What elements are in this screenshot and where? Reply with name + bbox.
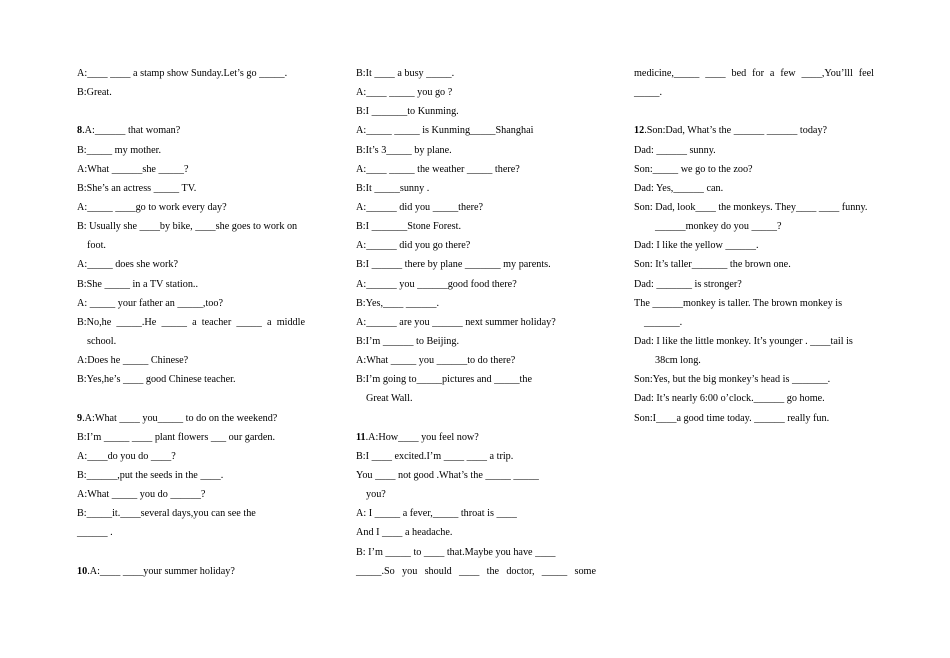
line-text: _____.So you should ____ the doctor, _____ some <box>356 565 596 577</box>
dialogue-line <box>356 504 596 523</box>
line-text: Son:Yes, but the big monkey’s head is _______. <box>634 374 831 386</box>
blank-spacer <box>77 389 305 408</box>
question-number: 12 <box>634 125 645 137</box>
line-text: The ______monkey is taller. The brown monkey is <box>634 297 843 309</box>
dialogue-line <box>356 255 596 274</box>
question-number: 8 <box>77 125 83 137</box>
line-text: B:I ____ excited.I’m ____ ____ a trip. <box>356 450 514 462</box>
line-text: Dad: It’s nearly 6:00 o’clock.______ go home. <box>634 393 825 405</box>
line-text: B:Yes,____ ______. <box>356 297 440 309</box>
dialogue-line <box>356 332 596 351</box>
dialogue-line <box>77 370 305 389</box>
question-heading <box>77 562 305 581</box>
line-text: B:I’m going to_____pictures and _____the <box>356 374 532 386</box>
line-text: A:______ you ______good food there? <box>356 278 517 290</box>
dialogue-line <box>356 102 596 121</box>
line-text: B:I _______to Kunming. <box>356 106 459 118</box>
line-text: Dad: Yes,______ can. <box>634 182 724 194</box>
dialogue-line <box>356 121 596 140</box>
line-text: B: Usually she ____by bike, ____she goes to work on <box>77 221 298 233</box>
dialogue-line <box>356 523 596 542</box>
line-text: A:What ______she _____? <box>77 163 189 175</box>
dialogue-line <box>634 351 874 370</box>
line-text: B:It ____ a busy _____. <box>356 68 455 79</box>
line-text: medicine,_____ ____ bed for a few ____,You’lll feel <box>634 68 874 79</box>
dialogue-line <box>77 504 305 523</box>
line-text: Dad: ______ sunny. <box>634 144 716 156</box>
dialogue-line <box>77 447 305 466</box>
line-text: A: _____ your father an _____,too? <box>77 297 223 309</box>
dialogue-line <box>356 447 596 466</box>
line-text: A:______ did you _____there? <box>356 201 484 213</box>
dialogue-line <box>356 83 596 102</box>
dialogue-line <box>356 179 596 198</box>
line-text: _____. <box>634 87 663 99</box>
dialogue-line <box>77 351 305 370</box>
dialogue-line <box>634 236 874 255</box>
dialogue-line <box>634 275 874 294</box>
dialogue-line <box>634 64 874 83</box>
line-text: B:She’s an actress _____ TV. <box>77 182 197 194</box>
line-text: .A:What ____ you_____ to do on the weekend? <box>82 412 278 424</box>
dialogue-line <box>634 313 874 332</box>
line-text: Son:_____ we go to the zoo? <box>634 163 753 175</box>
line-text: .A:______ that woman? <box>82 125 181 137</box>
line-text: .A:____ ____your summer holiday? <box>87 565 235 577</box>
dialogue-line <box>356 64 596 83</box>
dialogue-line <box>356 389 596 408</box>
dialogue-line <box>634 83 874 102</box>
line-text: ______ . <box>77 527 113 539</box>
dialogue-line <box>77 428 305 447</box>
dialogue-line <box>77 141 305 160</box>
line-text: B:No,he _____.He _____ a teacher _____ a middle <box>77 316 305 328</box>
dialogue-line <box>77 485 305 504</box>
line-text: school. <box>87 335 117 347</box>
blank-spacer <box>356 409 596 428</box>
dialogue-line <box>77 179 305 198</box>
line-text: .A:How____ you feel now? <box>365 431 479 443</box>
line-text: Son:I____a good time today. ______ really fun. <box>634 412 830 424</box>
dialogue-line <box>634 409 874 428</box>
line-text: A:____do you do ____? <box>77 450 176 462</box>
dialogue-line <box>634 370 874 389</box>
line-text: B: I’m _____ to ____ that.Maybe you have ____ <box>356 546 556 558</box>
dialogue-line <box>77 313 305 332</box>
dialogue-line <box>634 160 874 179</box>
line-text: A:What _____ you do ______? <box>77 489 206 501</box>
question-heading <box>77 409 305 428</box>
line-text: Dad: I like the yellow ______. <box>634 240 759 252</box>
line-text: A:____ _____ the weather _____ there? <box>356 163 520 175</box>
dialogue-line <box>634 198 874 217</box>
dialogue-line <box>77 523 305 542</box>
dialogue-line <box>356 236 596 255</box>
line-text: Dad: I like the little monkey. It’s younger . ____tail is <box>634 335 853 347</box>
line-text: A:What _____ you ______to do there? <box>356 355 516 367</box>
line-text: B:It’s 3_____ by plane. <box>356 144 452 156</box>
dialogue-line <box>77 160 305 179</box>
exercise-column-2 <box>356 64 596 581</box>
question-heading <box>634 121 874 140</box>
line-text: B:I’m _____ ____ plant flowers ___ our garden. <box>77 431 276 443</box>
dialogue-line <box>356 370 596 389</box>
dialogue-line <box>77 64 305 83</box>
line-text: B:_____ my mother. <box>77 144 162 156</box>
dialogue-line <box>77 275 305 294</box>
blank-spacer <box>634 102 874 121</box>
line-text: B:Yes,he’s ____ good Chinese teacher. <box>77 374 236 386</box>
line-text: A:____ _____ you go ? <box>356 87 453 99</box>
line-text: B:She _____ in a TV station.. <box>77 278 199 290</box>
exercise-column-1 <box>77 64 305 581</box>
line-text: A:_____ does she work? <box>77 259 179 271</box>
dialogue-line <box>634 141 874 160</box>
dialogue-line <box>356 466 596 485</box>
dialogue-line <box>356 294 596 313</box>
dialogue-line <box>356 198 596 217</box>
question-heading <box>356 428 596 447</box>
dialogue-line <box>77 294 305 313</box>
dialogue-line <box>356 275 596 294</box>
dialogue-line <box>356 217 596 236</box>
dialogue-line <box>356 313 596 332</box>
dialogue-line <box>77 198 305 217</box>
line-text: .Son:Dad, What’s the ______ ______ today? <box>644 125 828 137</box>
line-text: A:_____ ____go to work every day? <box>77 201 227 213</box>
dialogue-line <box>356 351 596 370</box>
line-text: A:Does he _____ Chinese? <box>77 355 189 367</box>
dialogue-line <box>634 389 874 408</box>
dialogue-line <box>77 332 305 351</box>
line-text: A:______ did you go there? <box>356 240 471 252</box>
line-text: Dad: _______ is stronger? <box>634 278 742 290</box>
line-text: B:_____it.____several days,you can see the <box>77 508 256 520</box>
line-text: B:Great. <box>77 87 112 99</box>
line-text: B:It _____sunny . <box>356 182 430 194</box>
dialogue-line <box>356 141 596 160</box>
question-heading <box>77 121 305 140</box>
dialogue-line <box>634 255 874 274</box>
blank-spacer <box>77 102 305 121</box>
line-text: _______. <box>644 316 683 328</box>
line-text: foot. <box>87 240 106 252</box>
question-number: 10 <box>77 565 88 577</box>
dialogue-line <box>634 217 874 236</box>
dialogue-line <box>77 255 305 274</box>
question-number: 9 <box>77 412 83 424</box>
dialogue-line <box>77 217 305 236</box>
line-text: And I ____ a headache. <box>356 527 453 539</box>
dialogue-line <box>356 543 596 562</box>
line-text: A: I _____ a fever,_____ throat is ____ <box>356 508 517 520</box>
dialogue-line <box>356 485 596 504</box>
question-number: 11 <box>356 431 366 443</box>
exercise-column-3 <box>634 64 874 428</box>
dialogue-line <box>77 83 305 102</box>
line-text: B:______,put the seeds in the ____. <box>77 469 224 481</box>
dialogue-line <box>356 160 596 179</box>
line-text: 38cm long. <box>655 355 701 367</box>
line-text: Son: Dad, look____ the monkeys. They____ ____ funny. <box>634 201 868 213</box>
line-text: A:_____ _____ is Kunming_____Shanghai <box>356 125 534 137</box>
line-text: A:______ are you ______ next summer holiday? <box>356 316 556 328</box>
line-text: A:____ ____ a stamp show Sunday.Let’s go _____. <box>77 68 288 79</box>
dialogue-line <box>634 332 874 351</box>
line-text: You ____ not good .What’s the _____ _____ <box>356 469 539 481</box>
blank-spacer <box>77 543 305 562</box>
line-text: you? <box>366 489 386 501</box>
dialogue-line <box>356 562 596 581</box>
dialogue-line <box>77 236 305 255</box>
dialogue-line <box>634 294 874 313</box>
line-text: B:I’m ______ to Beijing. <box>356 335 460 347</box>
dialogue-line <box>634 179 874 198</box>
line-text: B:I ______ there by plane _______ my parents. <box>356 259 551 271</box>
line-text: Great Wall. <box>366 393 413 405</box>
line-text: Son: It’s taller_______ the brown one. <box>634 259 791 271</box>
dialogue-line <box>77 466 305 485</box>
line-text: ______monkey do you _____? <box>655 221 782 233</box>
line-text: B:I _______Stone Forest. <box>356 221 461 233</box>
